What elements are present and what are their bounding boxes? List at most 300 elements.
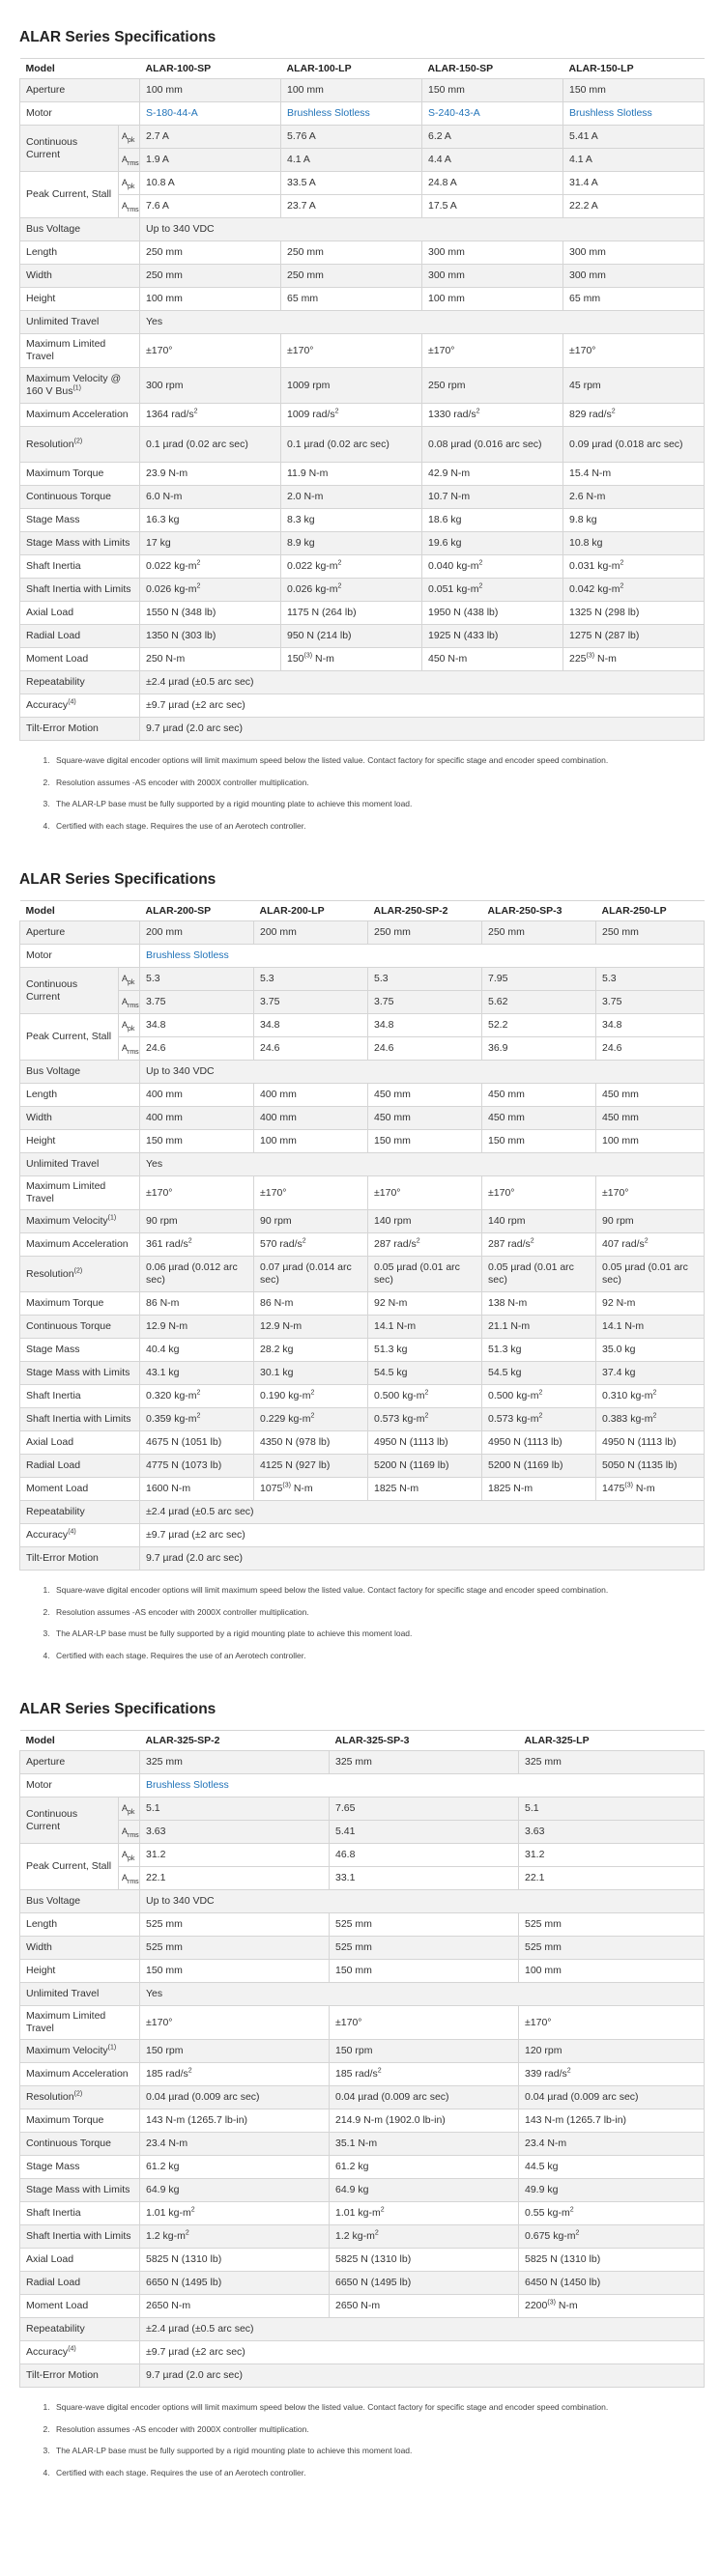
row-width bbox=[20, 1937, 705, 1960]
unit-exponent: 2 bbox=[620, 559, 624, 567]
header-row bbox=[20, 59, 705, 79]
unit-exponent: 2 bbox=[337, 582, 342, 590]
table-cell: 4.4 A bbox=[422, 149, 563, 172]
table-cell: 24.8 A bbox=[422, 172, 563, 195]
footnotes bbox=[19, 2401, 680, 2478]
cell-unit: N-m bbox=[312, 653, 334, 665]
row-label bbox=[20, 694, 140, 718]
unit-exponent: 2 bbox=[190, 2206, 195, 2214]
table-cell: 33.1 bbox=[330, 1867, 519, 1890]
row-stage-mass-limits bbox=[20, 2179, 705, 2202]
row-height bbox=[20, 1960, 705, 1983]
row-label: Axial Load bbox=[20, 602, 140, 625]
unit-exponent: 2 bbox=[187, 1237, 192, 1245]
table-cell bbox=[140, 1385, 254, 1408]
unit-exponent: 2 bbox=[575, 2229, 580, 2237]
header-cell: Model bbox=[20, 59, 140, 79]
cell-value: 185 rad/s bbox=[146, 2068, 188, 2080]
table-cell bbox=[368, 1385, 482, 1408]
cell-value: 0.229 kg-m bbox=[260, 1413, 311, 1425]
row-label bbox=[20, 2341, 140, 2364]
table-cell: ±170° bbox=[482, 1176, 596, 1210]
row-label: Radial Load bbox=[20, 1455, 140, 1478]
table-cell: 4.1 A bbox=[281, 149, 422, 172]
table-cell: 100 mm bbox=[254, 1130, 368, 1153]
unit-arms bbox=[119, 1821, 140, 1844]
row-max-torque bbox=[20, 2109, 705, 2133]
table-cell: 23.4 N-m bbox=[519, 2133, 705, 2156]
spec-table bbox=[19, 1730, 705, 2388]
row-shaft-inertia-limits bbox=[20, 2225, 705, 2249]
row-label: Stage Mass with Limits bbox=[20, 1362, 140, 1385]
row-resolution bbox=[20, 2086, 705, 2109]
row-label bbox=[20, 1210, 140, 1233]
cell-value: 0.190 kg-m bbox=[260, 1390, 311, 1401]
cell-value: 225 bbox=[569, 653, 587, 665]
unit-sub: pk bbox=[128, 136, 135, 144]
unit-apk bbox=[119, 126, 140, 149]
unit-apk bbox=[119, 1844, 140, 1867]
table-cell: 5.41 A bbox=[563, 126, 705, 149]
table-cell: 0.1 µrad (0.02 arc sec) bbox=[140, 427, 281, 463]
table-cell: 1350 N (303 lb) bbox=[140, 625, 281, 648]
footnote-ref: (3) bbox=[282, 1482, 291, 1489]
table-cell: 525 mm bbox=[330, 1913, 519, 1937]
row-label: Repeatability bbox=[20, 1501, 140, 1524]
row-resolution bbox=[20, 1257, 705, 1292]
table-cell: 49.9 kg bbox=[519, 2179, 705, 2202]
table-cell: 36.9 bbox=[482, 1037, 596, 1061]
table-cell: 34.8 bbox=[596, 1014, 705, 1037]
motor-link[interactable]: Brushless Slotless bbox=[563, 102, 705, 126]
table-cell: 4675 N (1051 lb) bbox=[140, 1431, 254, 1455]
model-name: ALAR-325-SP-3 bbox=[330, 1731, 519, 1751]
row-label-text: Resolution bbox=[26, 438, 74, 450]
table-cell: 150 mm bbox=[563, 79, 705, 102]
table-cell: 150 mm bbox=[422, 79, 563, 102]
unit-sub: rms bbox=[128, 1831, 139, 1839]
row-label: Tilt-Error Motion bbox=[20, 1547, 140, 1571]
unit-exponent: 2 bbox=[196, 559, 201, 567]
row-label: Continuous Torque bbox=[20, 486, 140, 509]
cell-value: 0.031 kg-m bbox=[569, 560, 620, 572]
table-cell: 1925 N (433 lb) bbox=[422, 625, 563, 648]
unit-main: A bbox=[122, 1873, 129, 1882]
cell-value: 0.500 kg-m bbox=[374, 1390, 425, 1401]
table-cell: 18.6 kg bbox=[422, 509, 563, 532]
row-height bbox=[20, 1130, 705, 1153]
row-label-text: Maximum Acceleration bbox=[26, 409, 129, 420]
row-label bbox=[20, 1257, 140, 1292]
motor-link[interactable]: Brushless Slotless bbox=[281, 102, 422, 126]
table-cell: 250 mm bbox=[140, 241, 281, 265]
table-cell: 525 mm bbox=[330, 1937, 519, 1960]
row-label-text: Accuracy bbox=[26, 699, 69, 711]
row-width bbox=[20, 1107, 705, 1130]
table-cell bbox=[140, 1478, 254, 1501]
row-label bbox=[20, 579, 140, 602]
table-cell: 31.2 bbox=[140, 1844, 330, 1867]
row-label: Unlimited Travel bbox=[20, 1153, 140, 1176]
table-cell: 300 mm bbox=[422, 241, 563, 265]
row-peak-current bbox=[20, 1014, 705, 1037]
table-cell: 5200 N (1169 lb) bbox=[368, 1455, 482, 1478]
row-label-text: Maximum Velocity bbox=[26, 1215, 108, 1227]
table-cell: 0.04 µrad (0.009 arc sec) bbox=[140, 2086, 330, 2109]
unit-arms bbox=[119, 149, 140, 172]
footnote: 1. Square-wave digital encoder options will limit maximum speed below the listed value. Contact factory for specific stage and encoder speed combination. bbox=[52, 2401, 680, 2414]
row-label: Unlimited Travel bbox=[20, 311, 140, 334]
row-stage-mass-limits bbox=[20, 532, 705, 555]
row-radial-load bbox=[20, 625, 705, 648]
table-cell: 90 rpm bbox=[254, 1210, 368, 1233]
table-cell: 24.6 bbox=[596, 1037, 705, 1061]
unit-sub: pk bbox=[128, 1025, 135, 1033]
table-cell: 19.6 kg bbox=[422, 532, 563, 555]
row-repeatability bbox=[20, 671, 705, 694]
model-name: ALAR-325-SP-2 bbox=[140, 1731, 330, 1751]
model-name: ALAR-150-SP bbox=[422, 59, 563, 79]
row-label: Stage Mass bbox=[20, 1339, 140, 1362]
unit-main: A bbox=[122, 1850, 129, 1859]
row-label-text: Shaft Inertia with Limits bbox=[26, 583, 131, 595]
table-cell bbox=[596, 1233, 705, 1257]
row-max-limited-travel bbox=[20, 1176, 705, 1210]
table-cell: 3.63 bbox=[140, 1821, 330, 1844]
spec-section bbox=[19, 0, 721, 832]
table-cell: 150 mm bbox=[482, 1130, 596, 1153]
cell-value: 0.022 kg-m bbox=[146, 560, 197, 572]
table-cell: 4350 N (978 lb) bbox=[254, 1431, 368, 1455]
unit-exponent: 2 bbox=[334, 408, 339, 415]
table-cell: 11.9 N-m bbox=[281, 463, 422, 486]
table-cell: 0.05 µrad (0.01 arc sec) bbox=[482, 1257, 596, 1292]
motor-link[interactable]: Brushless Slotless bbox=[140, 945, 705, 968]
row-label: Bus Voltage bbox=[20, 1890, 140, 1913]
table-cell bbox=[330, 2063, 519, 2086]
table-cell: 10.8 A bbox=[140, 172, 281, 195]
table-cell: 0.07 µrad (0.014 arc sec) bbox=[254, 1257, 368, 1292]
table-cell bbox=[140, 2225, 330, 2249]
row-length bbox=[20, 241, 705, 265]
table-cell: 51.3 kg bbox=[482, 1339, 596, 1362]
row-label: Motor bbox=[20, 102, 140, 126]
row-tilt-error bbox=[20, 1547, 705, 1571]
table-cell: 400 mm bbox=[140, 1084, 254, 1107]
row-max-velocity bbox=[20, 1210, 705, 1233]
footnote: 4. Certified with each stage. Requires the use of an Aerotech controller. bbox=[52, 820, 680, 833]
table-cell: 1.9 A bbox=[140, 149, 281, 172]
table-cell bbox=[422, 579, 563, 602]
footnote: 1. Square-wave digital encoder options will limit maximum speed below the listed value. Contact factory for specific stage and encoder speed combination. bbox=[52, 1584, 680, 1597]
table-cell: 450 mm bbox=[596, 1107, 705, 1130]
table-cell: ±170° bbox=[596, 1176, 705, 1210]
unit-main: A bbox=[122, 1826, 129, 1836]
table-cell: 28.2 kg bbox=[254, 1339, 368, 1362]
table-cell: 90 rpm bbox=[140, 1210, 254, 1233]
row-label-text: Maximum Acceleration bbox=[26, 2068, 129, 2080]
row-repeatability bbox=[20, 2318, 705, 2341]
model-name: ALAR-250-SP-2 bbox=[368, 901, 482, 921]
table-cell: 22.2 A bbox=[563, 195, 705, 218]
motor-link[interactable]: S-240-43-A bbox=[422, 102, 563, 126]
table-cell bbox=[368, 1408, 482, 1431]
cell-unit: N-m bbox=[632, 1483, 655, 1494]
table-cell: ±170° bbox=[254, 1176, 368, 1210]
unit-exponent: 2 bbox=[424, 1389, 429, 1397]
table-cell bbox=[330, 2225, 519, 2249]
unit-main: A bbox=[122, 1020, 129, 1030]
table-cell: 14.1 N-m bbox=[596, 1316, 705, 1339]
cell-value: 1475 bbox=[602, 1483, 625, 1494]
cell-unit: N-m bbox=[594, 653, 617, 665]
model-name: ALAR-150-LP bbox=[563, 59, 705, 79]
footnote-ref: (1) bbox=[107, 1214, 117, 1222]
table-cell: 1325 N (298 lb) bbox=[563, 602, 705, 625]
table-cell bbox=[281, 648, 422, 671]
table-cell: 9.7 µrad (2.0 arc sec) bbox=[140, 2364, 705, 2388]
spec-section bbox=[19, 841, 721, 1661]
row-label-text: Maximum Velocity bbox=[26, 2045, 108, 2056]
table-cell: 140 rpm bbox=[482, 1210, 596, 1233]
row-label: Bus Voltage bbox=[20, 218, 140, 241]
row-label bbox=[20, 2063, 140, 2086]
row-label: Continuous Torque bbox=[20, 2133, 140, 2156]
row-continuous-torque bbox=[20, 2133, 705, 2156]
table-cell: 3.63 bbox=[519, 1821, 705, 1844]
table-cell: 8.3 kg bbox=[281, 509, 422, 532]
unit-sub: pk bbox=[128, 1808, 135, 1816]
table-cell: 9.8 kg bbox=[563, 509, 705, 532]
motor-link[interactable]: Brushless Slotless bbox=[140, 1774, 705, 1798]
unit-exponent: 2 bbox=[652, 1412, 657, 1420]
row-label: Continuous Current bbox=[20, 968, 119, 1014]
row-peak-current-rms bbox=[20, 1867, 705, 1890]
table-cell bbox=[140, 1233, 254, 1257]
row-label bbox=[20, 2040, 140, 2063]
unit-sub: rms bbox=[128, 159, 139, 167]
row-moment-load bbox=[20, 648, 705, 671]
table-cell bbox=[330, 2295, 519, 2318]
unit-exponent: 2 bbox=[193, 408, 198, 415]
cell-value: 1.01 kg-m bbox=[335, 2207, 381, 2219]
row-label: Width bbox=[20, 1107, 140, 1130]
table-cell: 17.5 A bbox=[422, 195, 563, 218]
cell-unit: N-m bbox=[290, 1483, 313, 1494]
table-cell: 61.2 kg bbox=[140, 2156, 330, 2179]
table-cell: ±2.4 µrad (±0.5 arc sec) bbox=[140, 1501, 705, 1524]
row-tilt-error bbox=[20, 2364, 705, 2388]
row-label: Continuous Current bbox=[20, 1798, 119, 1844]
unit-exponent: 2 bbox=[620, 582, 624, 590]
table-cell: 14.1 N-m bbox=[368, 1316, 482, 1339]
footnote: 2. Resolution assumes -AS encoder with 2000X controller multiplication. bbox=[52, 777, 680, 789]
table-cell: 4950 N (1113 lb) bbox=[368, 1431, 482, 1455]
unit-sub: rms bbox=[128, 1048, 139, 1056]
unit-exponent: 2 bbox=[196, 1412, 201, 1420]
table-cell: 23.9 N-m bbox=[140, 463, 281, 486]
table-cell: 31.2 bbox=[519, 1844, 705, 1867]
table-cell bbox=[596, 1385, 705, 1408]
table-cell: 400 mm bbox=[254, 1084, 368, 1107]
table-cell: 17 kg bbox=[140, 532, 281, 555]
table-cell: 450 mm bbox=[596, 1084, 705, 1107]
table-cell: 525 mm bbox=[519, 1913, 705, 1937]
table-cell: 24.6 bbox=[368, 1037, 482, 1061]
row-label bbox=[20, 404, 140, 427]
cell-value: 0.040 kg-m bbox=[428, 560, 479, 572]
table-cell: 64.9 kg bbox=[140, 2179, 330, 2202]
table-cell: 2.7 A bbox=[140, 126, 281, 149]
row-radial-load bbox=[20, 2272, 705, 2295]
table-cell bbox=[482, 1408, 596, 1431]
table-cell bbox=[563, 648, 705, 671]
table-cell: 143 N-m (1265.7 lb-in) bbox=[140, 2109, 330, 2133]
table-cell bbox=[519, 2063, 705, 2086]
unit-exponent: 2 bbox=[566, 2067, 571, 2075]
unit-main: A bbox=[122, 1803, 129, 1813]
cell-value: 0.55 kg-m bbox=[525, 2207, 570, 2219]
footnote-ref: (4) bbox=[68, 1528, 76, 1536]
row-axial-load bbox=[20, 602, 705, 625]
table-cell bbox=[519, 2225, 705, 2249]
table-cell bbox=[254, 1385, 368, 1408]
table-cell: 9.7 µrad (2.0 arc sec) bbox=[140, 718, 705, 741]
row-label: Aperture bbox=[20, 921, 140, 945]
row-label bbox=[20, 1385, 140, 1408]
table-cell bbox=[563, 404, 705, 427]
unit-exponent: 2 bbox=[538, 1389, 543, 1397]
unit-arms bbox=[119, 991, 140, 1014]
footnote: 2. Resolution assumes -AS encoder with 2000X controller multiplication. bbox=[52, 1606, 680, 1619]
table-cell: 400 mm bbox=[140, 1107, 254, 1130]
row-motor bbox=[20, 945, 705, 968]
table-cell: 5050 N (1135 lb) bbox=[596, 1455, 705, 1478]
row-max-acceleration bbox=[20, 404, 705, 427]
row-label: Bus Voltage bbox=[20, 1061, 140, 1084]
row-label: Maximum Torque bbox=[20, 1292, 140, 1316]
table-cell: 12.9 N-m bbox=[254, 1316, 368, 1339]
cell-value: 0.310 kg-m bbox=[602, 1390, 653, 1401]
table-cell: 6650 N (1495 lb) bbox=[330, 2272, 519, 2295]
cell-value: 1364 rad/s bbox=[146, 409, 194, 420]
spec-title: ALAR Series Specifications bbox=[19, 29, 216, 45]
table-cell: 100 mm bbox=[422, 288, 563, 311]
cell-value: 287 rad/s bbox=[374, 1238, 417, 1250]
table-cell: 214.9 N-m (1902.0 lb-in) bbox=[330, 2109, 519, 2133]
table-cell bbox=[368, 1233, 482, 1257]
row-label bbox=[20, 1524, 140, 1547]
table-cell: 1175 N (264 lb) bbox=[281, 602, 422, 625]
footnote-ref: (2) bbox=[73, 438, 83, 444]
table-cell: 86 N-m bbox=[254, 1292, 368, 1316]
footnote-ref: (3) bbox=[586, 652, 595, 660]
row-unlimited-travel bbox=[20, 311, 705, 334]
table-cell: ±170° bbox=[519, 2006, 705, 2040]
row-motor bbox=[20, 1774, 705, 1798]
row-bus-voltage bbox=[20, 218, 705, 241]
table-cell: ±170° bbox=[422, 334, 563, 368]
table-cell: 86 N-m bbox=[140, 1292, 254, 1316]
cell-value: 1.2 kg-m bbox=[146, 2230, 186, 2242]
row-max-torque bbox=[20, 1292, 705, 1316]
row-max-limited-travel bbox=[20, 2006, 705, 2040]
table-cell: 250 mm bbox=[281, 241, 422, 265]
row-shaft-inertia-limits bbox=[20, 579, 705, 602]
table-cell bbox=[519, 2295, 705, 2318]
table-cell: 140 rpm bbox=[368, 1210, 482, 1233]
spec-table bbox=[19, 900, 705, 1571]
table-cell: 100 mm bbox=[140, 79, 281, 102]
footnote: 3. The ALAR-LP base must be fully supported by a rigid mounting plate to achieve this moment load. bbox=[52, 2445, 680, 2457]
table-cell: 2.6 N-m bbox=[563, 486, 705, 509]
row-label bbox=[20, 555, 140, 579]
row-label-text: Shaft Inertia bbox=[26, 2207, 81, 2219]
table-cell: 150 rpm bbox=[330, 2040, 519, 2063]
table-cell: 200 mm bbox=[254, 921, 368, 945]
table-cell: 150 rpm bbox=[140, 2040, 330, 2063]
cell-value: 829 rad/s bbox=[569, 409, 612, 420]
table-cell: 5.3 bbox=[596, 968, 705, 991]
motor-link[interactable]: S-180-44-A bbox=[140, 102, 281, 126]
row-label-text: Shaft Inertia bbox=[26, 1390, 81, 1401]
row-label: Radial Load bbox=[20, 625, 140, 648]
row-label: Axial Load bbox=[20, 2249, 140, 2272]
table-cell: 22.1 bbox=[140, 1867, 330, 1890]
table-cell: 300 mm bbox=[422, 265, 563, 288]
model-name: ALAR-100-LP bbox=[281, 59, 422, 79]
row-label: Peak Current, Stall bbox=[20, 1014, 119, 1061]
unit-sub: rms bbox=[128, 206, 139, 213]
row-shaft-inertia bbox=[20, 2202, 705, 2225]
row-label: Maximum Limited Travel bbox=[20, 2006, 140, 2040]
row-stage-mass bbox=[20, 2156, 705, 2179]
table-cell: 8.9 kg bbox=[281, 532, 422, 555]
table-cell: Yes bbox=[140, 311, 705, 334]
row-label: Height bbox=[20, 1960, 140, 1983]
row-label: Tilt-Error Motion bbox=[20, 2364, 140, 2388]
row-unlimited-travel bbox=[20, 1983, 705, 2006]
unit-main: A bbox=[122, 131, 129, 141]
table-cell: 31.4 A bbox=[563, 172, 705, 195]
cell-value: 1.2 kg-m bbox=[335, 2230, 375, 2242]
table-cell bbox=[422, 404, 563, 427]
table-cell: 24.6 bbox=[254, 1037, 368, 1061]
unit-exponent: 2 bbox=[611, 408, 616, 415]
row-label-text: Accuracy bbox=[26, 2346, 69, 2358]
table-cell: ±170° bbox=[281, 334, 422, 368]
table-cell bbox=[140, 555, 281, 579]
table-cell: 22.1 bbox=[519, 1867, 705, 1890]
cell-value: 0.500 kg-m bbox=[488, 1390, 539, 1401]
table-cell: 5.41 bbox=[330, 1821, 519, 1844]
cell-value: 2650 N-m bbox=[146, 2300, 191, 2311]
row-label: Maximum Torque bbox=[20, 463, 140, 486]
row-label bbox=[20, 2086, 140, 2109]
row-label: Moment Load bbox=[20, 1478, 140, 1501]
header-cell: Model bbox=[20, 901, 140, 921]
table-cell: 34.8 bbox=[254, 1014, 368, 1037]
row-label: Aperture bbox=[20, 79, 140, 102]
unit-exponent: 2 bbox=[310, 1412, 315, 1420]
model-name: ALAR-200-SP bbox=[140, 901, 254, 921]
row-label-text: Resolution bbox=[26, 1267, 74, 1280]
table-cell bbox=[140, 2295, 330, 2318]
row-unlimited-travel bbox=[20, 1153, 705, 1176]
row-repeatability bbox=[20, 1501, 705, 1524]
cell-value: 339 rad/s bbox=[525, 2068, 567, 2080]
table-cell: 250 mm bbox=[596, 921, 705, 945]
